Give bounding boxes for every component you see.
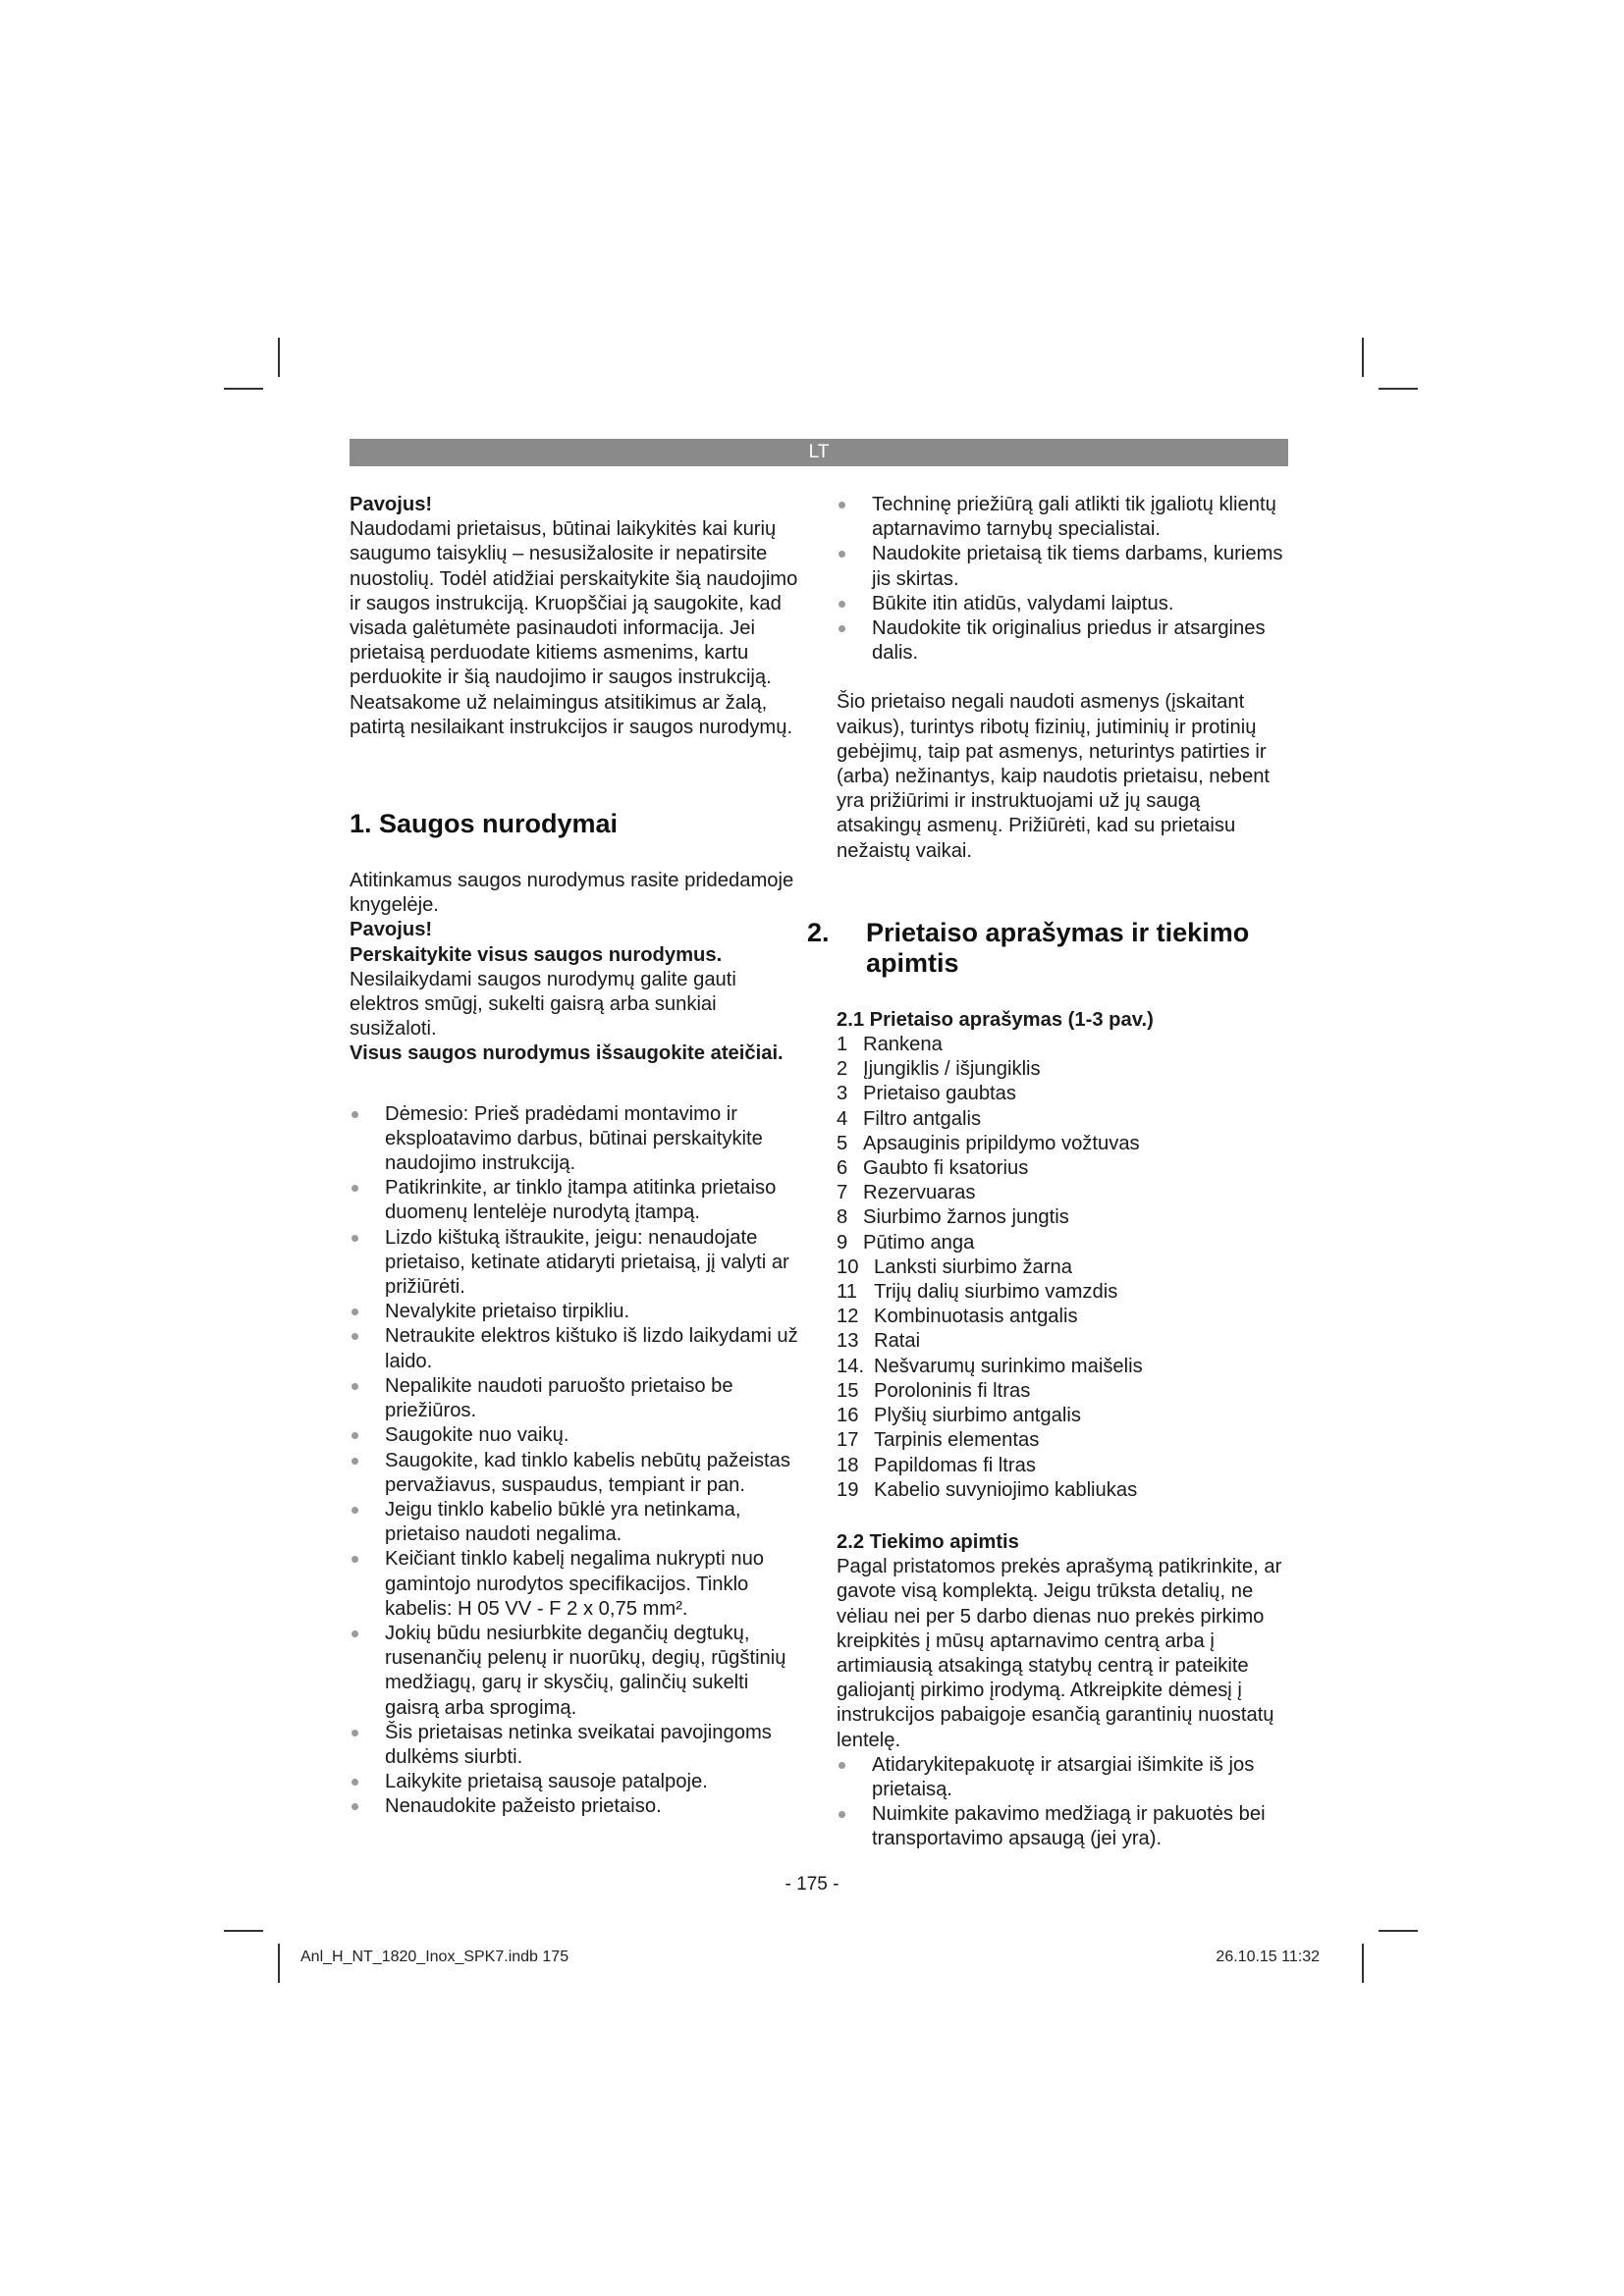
part-name: Rezervuaras — [863, 1182, 976, 1204]
section-2-2-heading: 2.2 Tiekimo apimtis — [837, 1530, 1019, 1553]
page-number: - 175 - — [785, 1874, 839, 1895]
crop-mark — [278, 1944, 280, 1983]
list-item: Netraukite elektros kištuko iš lizdo laikydami už laido. — [350, 1324, 801, 1373]
list-item — [837, 1329, 1288, 1354]
section-2-2-text: Pagal pristatomos prekės aprašymą patikrinkite, ar gavote visą komplektą. Jeigu trūksta detalių, ne vėliau nei per 5 darbo dienas nuo prekės pirkimo kreipkitės į mūsų aptarnavimo centrą arba į artimiausią atsakingą statybų centrą ir pateikite galiojantį pirkimo įrodymą. Atkreipkite dėmesį į instrukcijos pabaigoje esančią garantinių nuostatų lentelę. — [837, 1556, 1282, 1751]
list-item — [837, 1205, 1288, 1230]
language-label: LT — [808, 442, 830, 462]
section-2-1-heading: 2.1 Prietaiso aprašymas (1-3 pav.) — [837, 1008, 1154, 1031]
list-item: Būkite itin atidūs, valydami laiptus. — [837, 592, 1288, 616]
safety-bullet-list — [350, 1102, 801, 1820]
part-name: Pūtimo anga — [863, 1231, 975, 1254]
list-item: Dėmesio: Prieš pradėdami montavimo ir eksploatavimo darbus, būtinai perskaitykite naudojimo instrukciją. — [350, 1102, 801, 1177]
list-item — [837, 1181, 1288, 1205]
section-1-title: Saugos nurodymai — [379, 809, 619, 839]
list-item: Jeigu tinklo kabelio būklė yra netinkama, prietaiso naudoti negalima. — [350, 1498, 801, 1547]
part-name: Filtro antgalis — [863, 1107, 982, 1130]
list-item — [837, 1280, 1288, 1305]
list-item: Nepalikite naudoti paruošto prietaiso be priežiūros. — [350, 1374, 801, 1423]
list-item — [837, 1379, 1288, 1404]
part-number: 19 — [837, 1478, 859, 1501]
list-item — [837, 1454, 1288, 1478]
part-number: 6 — [837, 1157, 848, 1180]
part-number: 5 — [837, 1132, 848, 1154]
part-name: Prietaiso gaubtas — [863, 1083, 1016, 1105]
part-number: 15 — [837, 1379, 859, 1402]
list-item — [837, 1107, 1288, 1132]
warning-bold: Perskaitykite visus saugos nurodymus. — [350, 943, 723, 966]
parts-list — [837, 1033, 1288, 1503]
intro-title: Pavojus! — [350, 494, 433, 515]
part-name: Poroloninis fi ltras — [874, 1379, 1031, 1402]
part-number: 3 — [837, 1083, 848, 1105]
part-name: Plyšių siurbimo antgalis — [874, 1405, 1081, 1427]
part-name: Nešvarumų surinkimo maišelis — [874, 1355, 1143, 1377]
list-item: Atidarykitepakuotę ir atsargiai išimkite iš jos prietaisą. — [837, 1753, 1288, 1802]
list-item: Laikykite prietaisą sausoje patalpoje. — [350, 1770, 801, 1794]
section-2-number: 2. — [807, 917, 830, 947]
part-number: 4 — [837, 1107, 848, 1130]
intro-text: Naudodami prietaisus, būtinai laikykitės kai kurių saugumo taisyklių – nesusižalosite ir nepatirsite nuostolių. Todėl atidžiai perskaitykite šią naudojimo ir saugos instrukciją. Kruopščiai ją saugokite, kad visada galėtumėte pasinaudoti informacija. Jei prietaisą perduodate kitiems asmenims, kartu perduokite ir šią naudojimo ir saugos instrukciją. Neatsakome už nelaimingus atsitikimus ar žalą, patirtą nesilaikant instrukcijos ir saugos nurodymų. — [350, 518, 798, 738]
list-item — [837, 1428, 1288, 1453]
warning-text: Nesilaikydami saugos nurodymų galite gauti elektros smūgį, sukelti gaisrą arba sunkiai susižaloti. — [350, 968, 736, 1041]
part-name: Kabelio suvyniojimo kabliukas — [874, 1478, 1138, 1501]
list-item — [837, 1156, 1288, 1181]
crop-mark — [1362, 1944, 1364, 1983]
list-item — [837, 1132, 1288, 1156]
list-item — [837, 1057, 1288, 1082]
language-header-bar — [350, 439, 1288, 466]
part-number: 7 — [837, 1182, 848, 1204]
crop-mark — [224, 1930, 263, 1932]
footer-file-name: Anl_H_NT_1820_Inox_SPK7.indb 175 — [300, 1949, 569, 1965]
section-1-danger: Pavojus! — [350, 919, 433, 941]
list-item — [837, 1033, 1288, 1057]
list-item: Saugokite nuo vaikų. — [350, 1423, 801, 1448]
left-column — [350, 493, 801, 1820]
list-item: Saugokite, kad tinklo kabelis nebūtų pažeistas pervažiavus, suspaudus, tempiant ir pan. — [350, 1449, 801, 1498]
part-name: Lanksti siurbimo žarna — [874, 1255, 1072, 1278]
list-item: Patikrinkite, ar tinklo įtampa atitinka prietaiso duomenų lentelėje nurodytą įtampą. — [350, 1176, 801, 1225]
list-item — [837, 1404, 1288, 1428]
list-item: Nuimkite pakavimo medžiagą ir pakuotės bei transportavimo apsaugą (jei yra). — [837, 1802, 1288, 1851]
part-name: Papildomas fi ltras — [874, 1454, 1036, 1476]
section-1-heading — [350, 809, 801, 839]
list-item — [837, 1478, 1288, 1503]
section-2-title: Prietaiso aprašymas ir tiekimo apimtis — [866, 917, 1250, 978]
section-1-keep: Visus saugos nurodymus išsaugokite ateičiai. — [350, 1042, 784, 1065]
list-item — [837, 1255, 1288, 1280]
persons-restriction-text: Šio prietaiso negali naudoti asmenys (įskaitant vaikus), turintys ribotų fizinių, jutiminių ir protinių gebėjimų, taip pat asmenys, neturintys patirties ir (arba) nežinantys, kaip naudotis prietaisu, nebent yra prižiūrimi ir instruktuojami už jų saugą atsakingų asmenų. Prižiūrėti, kad su prietaisu nežaistų vaikai. — [837, 691, 1271, 862]
part-name: Trijų dalių siurbimo vamzdis — [874, 1281, 1118, 1304]
section-1-warning — [350, 943, 801, 1042]
crop-mark — [1379, 388, 1418, 390]
part-number: 16 — [837, 1405, 859, 1427]
part-number: 17 — [837, 1429, 859, 1452]
list-item — [837, 1231, 1288, 1255]
part-number: 1 — [837, 1034, 848, 1056]
list-item — [837, 1082, 1288, 1106]
list-item — [837, 1305, 1288, 1329]
list-item: Naudokite tik originalius priedus ir atsargines dalis. — [837, 616, 1288, 666]
crop-mark — [1362, 338, 1364, 377]
list-item — [837, 1355, 1288, 1379]
part-number: 9 — [837, 1231, 848, 1254]
section-1-number: 1. — [350, 809, 372, 839]
part-number: 13 — [837, 1330, 859, 1353]
part-name: Ratai — [874, 1330, 921, 1353]
part-name: Tarpinis elementas — [874, 1429, 1040, 1452]
list-item: Techninę priežiūrą gali atlikti tik įgaliotų klientų aptarnavimo tarnybų specialistai. — [837, 493, 1288, 542]
unpacking-bullet-list — [837, 1753, 1288, 1852]
section-2-heading — [807, 917, 1288, 979]
part-number: 18 — [837, 1454, 859, 1476]
footer-date: 26.10.15 11:32 — [1216, 1949, 1320, 1965]
part-number: 10 — [837, 1255, 859, 1278]
crop-mark — [278, 338, 280, 377]
list-item: Jokių būdu nesiurbkite degančių degtukų, rusenančių pelenų ir nuorūkų, degių, rūgštinių medžiagų, garų ir skysčių, galinčių sukelti gaisrą arba sprogimą. — [350, 1622, 801, 1721]
list-item: Šis prietaisas netinka sveikatai pavojingoms dulkėms siurbti. — [350, 1721, 801, 1770]
part-number: 12 — [837, 1306, 859, 1328]
part-name: Apsauginis pripildymo vožtuvas — [863, 1132, 1140, 1154]
part-name: Rankena — [863, 1034, 943, 1056]
right-column — [807, 493, 1288, 1852]
part-name: Gaubto fi ksatorius — [863, 1157, 1029, 1180]
list-item: Lizdo kištuką ištraukite, jeigu: nenaudojate prietaiso, ketinate atidaryti prietaisą, jį valyti ar prižiūrėti. — [350, 1226, 801, 1301]
part-number: 11 — [837, 1281, 857, 1304]
crop-mark — [224, 388, 263, 390]
list-item: Nevalykite prietaiso tirpikliu. — [350, 1300, 801, 1324]
list-item: Naudokite prietaisą tik tiems darbams, kuriems jis skirtas. — [837, 542, 1288, 591]
list-item: Nenaudokite pažeisto prietaiso. — [350, 1794, 801, 1819]
part-number: 14. — [837, 1355, 865, 1377]
part-name: Siurbimo žarnos jungtis — [863, 1206, 1069, 1229]
part-number: 8 — [837, 1206, 848, 1229]
part-name: Įjungiklis / išjungiklis — [863, 1058, 1041, 1081]
crop-mark — [1379, 1930, 1418, 1932]
service-bullet-list — [837, 493, 1288, 666]
section-1-intro: Atitinkamus saugos nurodymus rasite pridedamoje knygelėje. — [350, 870, 794, 917]
list-item: Keičiant tinklo kabelį negalima nukrypti nuo gamintojo nurodytos specifikacijos. Tinklo kabelis: H 05 VV - F 2 x 0,75 mm². — [350, 1547, 801, 1622]
part-name: Kombinuotasis antgalis — [874, 1306, 1078, 1328]
part-number: 2 — [837, 1058, 848, 1081]
